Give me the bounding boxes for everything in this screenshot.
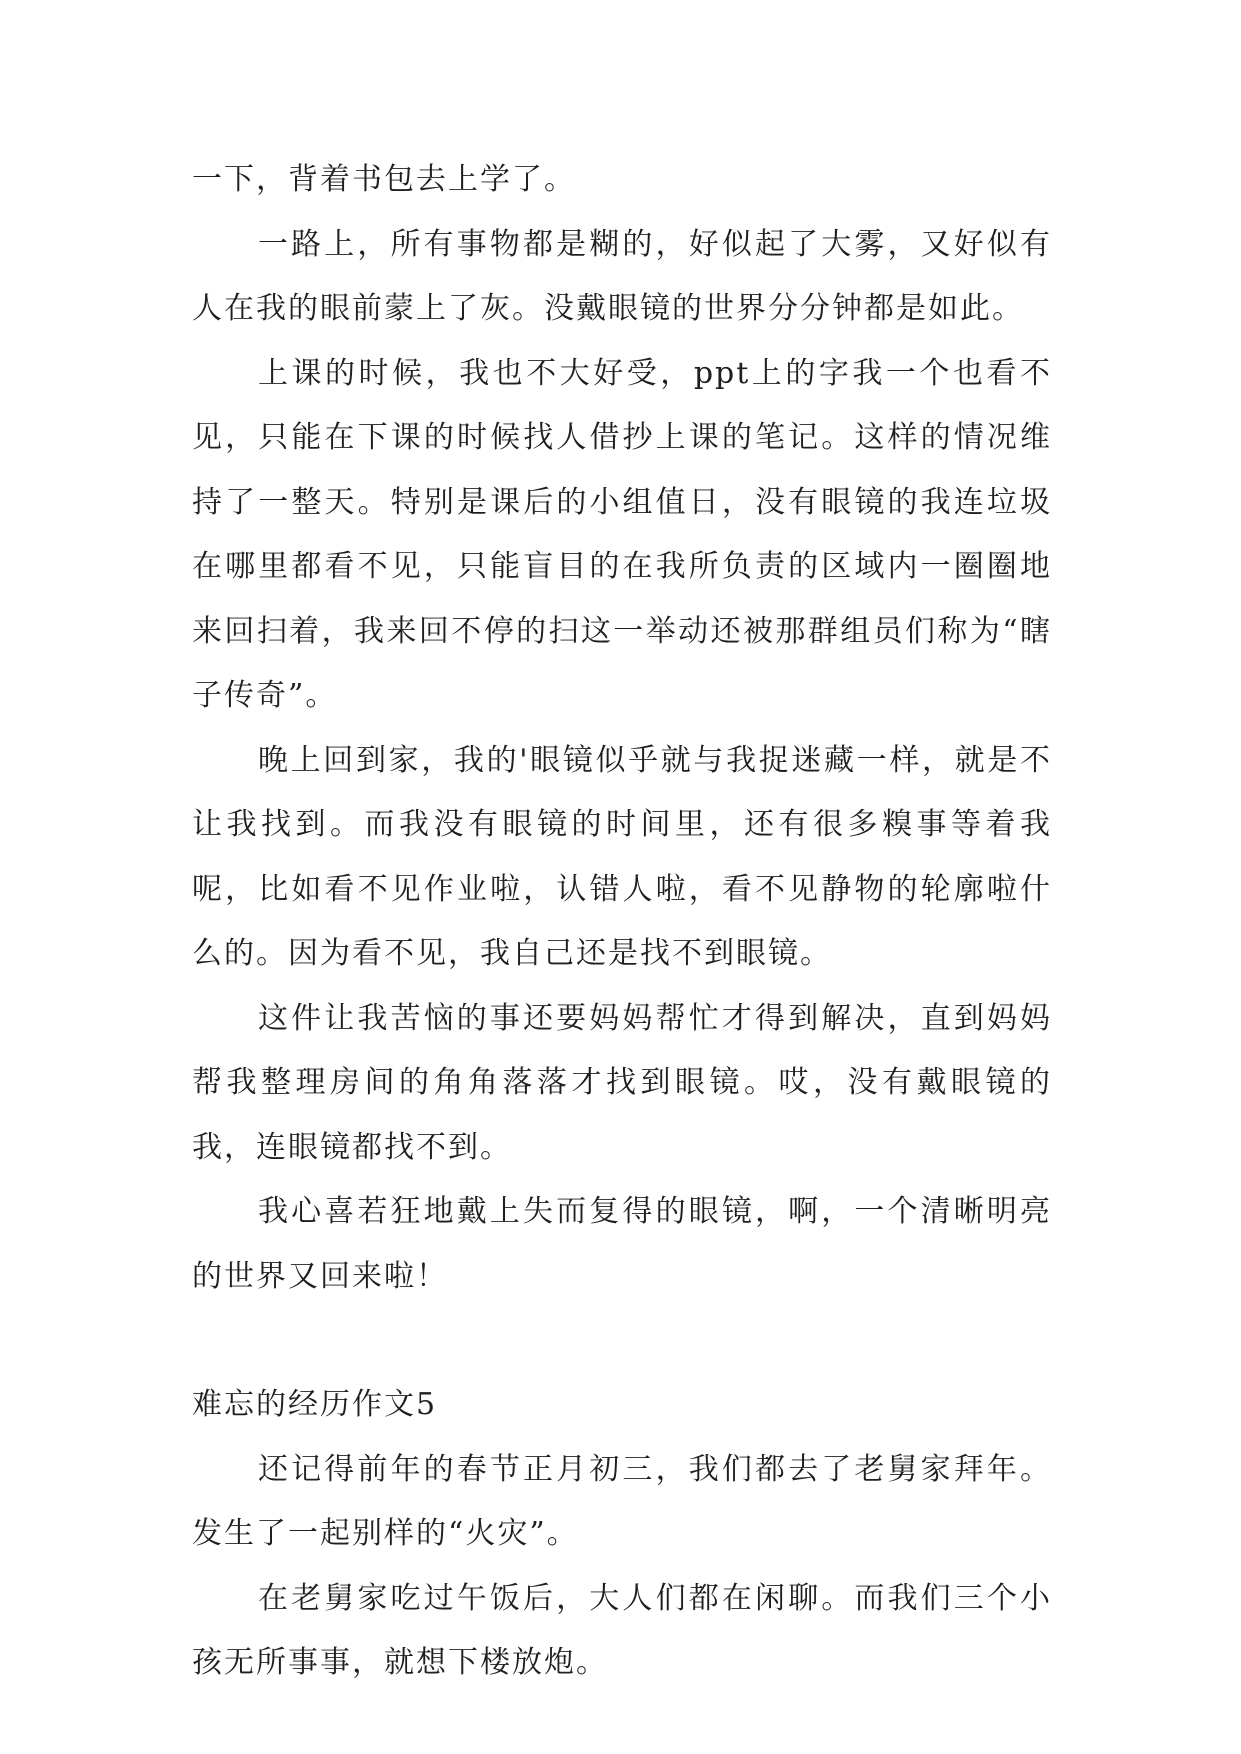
paragraph-continued: 一下，背着书包去上学了。 [192,162,576,197]
paragraph-road: 一路上，所有事物都是糊的，好似起了大雾，又好似有人在我的眼前蒙上了灰。没戴眼镜的世界分分钟都是如此。 [192,226,1052,326]
section-title: 难忘的经历作文5 [192,1387,438,1422]
paragraph-after-lunch: 在老舅家吃过午饭后，大人们都在闲聊。而我们三个小孩无所事事，就想下楼放炮。 [192,1580,1052,1680]
document-body [192,148,1052,1696]
paragraph-ending: 我心喜若狂地戴上失而复得的眼镜，啊，一个清晰明亮的世界又回来啦！ [192,1194,1052,1294]
paragraph-spring-festival: 还记得前年的春节正月初三，我们都去了老舅家拜年。发生了一起别样的“火灾”。 [192,1451,1052,1551]
paragraph-class: 上课的时候，我也不大好受，ppt上的字我一个也看不见，只能在下课的时候找人借抄上课的笔记。这样的情况维持了一整天。特别是课后的小组值日，没有眼镜的我连垃圾在哪里都看不见，只能盲目的在我所负责的区域内一圈圈地来回扫着，我来回不停的扫这一举动还被那群组员们称为“瞎子传奇”。 [192,355,1052,713]
paragraph-mother: 这件让我苦恼的事还要妈妈帮忙才得到解决，直到妈妈帮我整理房间的角角落落才找到眼镜。哎，没有戴眼镜的我，连眼镜都找不到。 [192,1000,1052,1165]
paragraph-evening: 晚上回到家，我的'眼镜似乎就与我捉迷藏一样，就是不让我找到。而我没有眼镜的时间里，还有很多糗事等着我呢，比如看不见作业啦，认错人啦，看不见静物的轮廓啦什么的。因为看不见，我自己还是找不到眼镜。 [192,742,1052,971]
